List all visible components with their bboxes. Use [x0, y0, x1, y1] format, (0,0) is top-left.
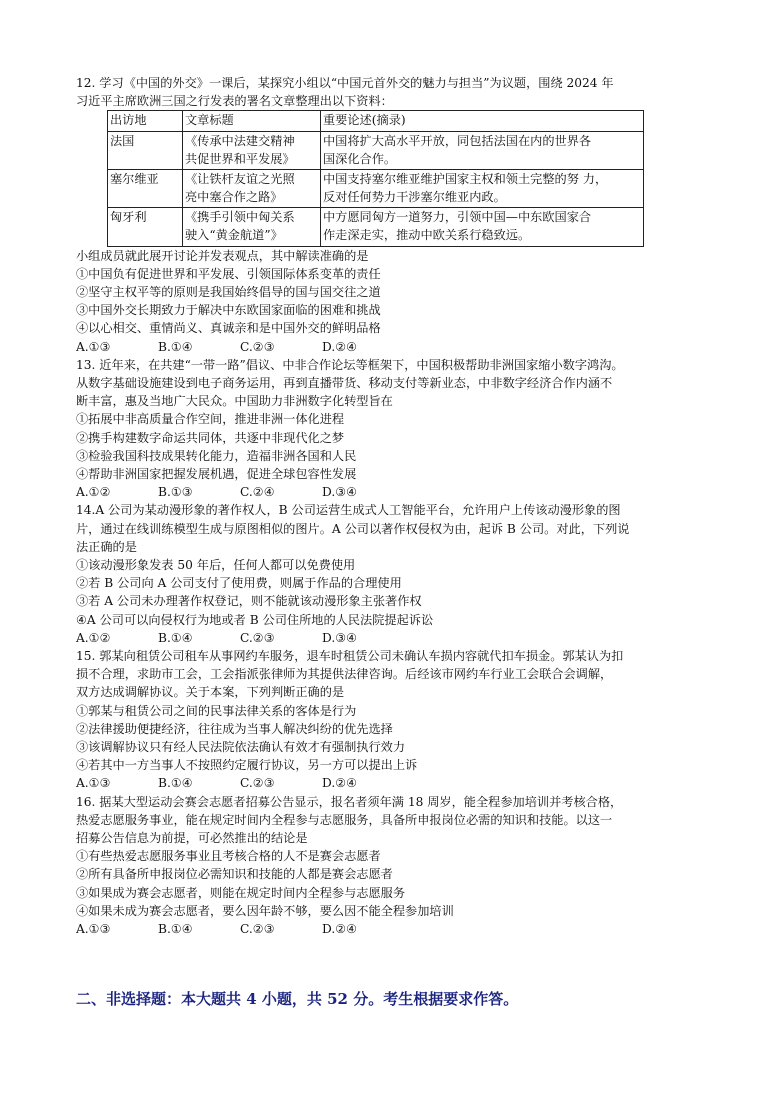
q16-option-1: ①有些热爱志愿服务事业且考核合格的人不是赛会志愿者 — [76, 849, 381, 864]
question-13 — [76, 356, 706, 502]
table-header-row — [108, 111, 644, 132]
table-cell-points — [321, 170, 644, 208]
choice-b: B.①④ — [158, 776, 193, 791]
points-line: 作走深走实，推动中欧关系行稳致远。 — [323, 227, 531, 242]
table-header-title: 文章标题 — [183, 111, 321, 132]
choice-a: A.①③ — [76, 922, 111, 937]
q16-stem-line-2: 热爱志愿服务事业，能在规定时间内全程参与志愿服务，具备所申报岗位必需的知识和技能。以这一 — [76, 812, 613, 827]
question-15 — [76, 647, 706, 793]
q14-option-4: ④A 公司可以向侵权行为地或者 B 公司住所地的人民法院提起诉讼 — [76, 612, 434, 627]
table-header-points: 重要论述(摘录) — [321, 111, 644, 132]
table-cell-points — [321, 208, 644, 246]
table-row — [108, 170, 644, 208]
points-line: 中国将扩大高水平开放，同包括法国在内的世界各 — [323, 134, 592, 148]
table-header-place: 出访地 — [108, 111, 183, 132]
points-line: 中方愿同匈方一道努力，引领中国—中东欧国家合 — [323, 210, 592, 225]
exam-page — [76, 74, 706, 938]
q12-option-4: ④以心相交、重情尚义、真诚亲和是中国外交的鲜明品格 — [76, 321, 381, 336]
points-line: 中国支持塞尔维亚维护国家主权和领土完整的努 力， — [323, 172, 608, 187]
q13-choices — [76, 483, 706, 501]
choice-a: A.①② — [76, 485, 111, 500]
q16-option-2: ②所有具备所申报岗位必需知识和技能的人都是赛会志愿者 — [76, 867, 393, 882]
choice-c: C.②③ — [240, 922, 275, 937]
choice-b: B.①④ — [158, 922, 193, 937]
points-line: 国深化合作。 — [323, 151, 397, 166]
title-line: 驶入“黄金航道”》 — [185, 227, 283, 242]
choice-c: C.②③ — [240, 630, 275, 645]
q13-option-2: ②携手构建数字命运共同体，共逐中非现代化之梦 — [76, 430, 345, 445]
q12-option-3: ③中国外交长期致力于解决中东欧国家面临的困难和挑战 — [76, 303, 381, 318]
q15-option-4: ④若其中一方当事人不按照约定履行协议，另一方可以提出上诉 — [76, 758, 418, 773]
choice-d: D.②④ — [322, 776, 358, 791]
table-cell-place: 塞尔维亚 — [108, 170, 183, 208]
table-row — [108, 208, 644, 246]
q12-ask: 小组成员就此展开讨论并发表观点，其中解读准确的是 — [76, 248, 369, 263]
points-line: 反对任何势力干涉塞尔维亚内政。 — [323, 189, 506, 204]
q16-option-3: ③如果成为赛会志愿者，则能在规定时间内全程参与志愿服务 — [76, 885, 406, 900]
q15-stem-line-1: 15. 郭某向租赁公司租车从事网约车服务，退车时租赁公司未确认车损内容就代扣车损金。郭某认为扣 — [76, 649, 624, 664]
q16-stem-line-3: 招募公告信息为前提，可必然推出的结论是 — [76, 831, 308, 846]
choice-d: D.②④ — [322, 339, 358, 354]
table-cell-place: 匈牙利 — [108, 208, 183, 246]
q12-stem-line-1: 12. 学习《中国的外交》一课后，某探究小组以“中国元首外交的魅力与担当”为议题，围绕 2024 年 — [76, 76, 614, 90]
q15-option-3: ③该调解协议只有经人民法院依法确认有效才有强制执行效力 — [76, 740, 406, 755]
choice-c: C.②③ — [240, 776, 275, 791]
choice-a: A.①② — [76, 630, 111, 645]
q14-option-2: ②若 B 公司向 A 公司支付了使用费，则属于作品的合理使用 — [76, 576, 402, 591]
q12-choices — [76, 338, 706, 356]
q14-option-3: ③若 A 公司未办理著作权登记，则不能就该动漫形象主张著作权 — [76, 594, 422, 609]
choice-a: A.①③ — [76, 776, 111, 791]
q12-stem-line-2: 习近平主席欧洲三国之行发表的署名文章整理出以下资料： — [76, 94, 393, 109]
q12-option-2: ②坚守主权平等的原则是我国始终倡导的国与国交往之道 — [76, 284, 381, 299]
q14-stem-line-3: 法正确的是 — [76, 539, 137, 554]
choice-a: A.①③ — [76, 339, 111, 354]
q16-choices — [76, 920, 706, 938]
q13-option-3: ③检验我国科技成果转化能力，造福非洲各国和人民 — [76, 448, 357, 463]
title-line: 《让铁杆友谊之光照 — [185, 172, 295, 187]
q16-stem-line-1: 16. 据某大型运动会赛会志愿者招募公告显示，报名者须年满 18 周岁，能全程参加培训并考核合格， — [76, 794, 623, 809]
choice-b: B.①④ — [158, 339, 193, 354]
q14-stem-line-2: 片，通过在线训练模型生成与原图相似的图片。A 公司以著作权侵权为由，起诉 B 公司。对此，下列说 — [76, 521, 630, 536]
q13-stem-line-1: 13. 近年来，在共建“一带一路”倡议、中非合作论坛等框架下，中国积极帮助非洲国家缩小数字鸿沟。 — [76, 357, 624, 372]
choice-b: B.①③ — [158, 485, 193, 500]
q13-stem-line-3: 断丰富，惠及当地广大民众。中国助力非洲数字化转型旨在 — [76, 394, 393, 409]
table-cell-title — [183, 208, 321, 246]
q12-source-table — [107, 110, 644, 246]
table-cell-place: 法国 — [108, 132, 183, 170]
choice-d: D.②④ — [322, 922, 358, 937]
q15-stem-line-2: 损不合理，求助市工会，工会指派张律师为其提供法律咨询。后经该市网约车行业工会联合会调解， — [76, 667, 613, 682]
q14-choices — [76, 629, 706, 647]
q15-choices — [76, 774, 706, 792]
question-14 — [76, 501, 706, 647]
question-12 — [76, 74, 706, 356]
choice-d: D.③④ — [322, 485, 358, 500]
q13-stem-line-2: 从数字基础设施建设到电子商务运用，再到直播带货、移动支付等新业态，中非数字经济合作内涵不 — [76, 375, 613, 390]
q13-option-1: ①拓展中非高质量合作空间，推进非洲一体化进程 — [76, 412, 345, 427]
choice-d: D.③④ — [322, 630, 358, 645]
q16-option-4: ④如果未成为赛会志愿者，要么因年龄不够，要么因不能全程参加培训 — [76, 903, 454, 918]
q15-option-1: ①郭某与租赁公司之间的民事法律关系的客体是行为 — [76, 703, 357, 718]
q15-stem-line-3: 双方达成调解协议。关于本案，下列判断正确的是 — [76, 685, 345, 700]
choice-b: B.①④ — [158, 630, 193, 645]
title-line: 共促世界和平发展》 — [185, 151, 295, 166]
table-cell-title — [183, 170, 321, 208]
title-line: 《传承中法建交精神 — [185, 134, 295, 148]
table-cell-points — [321, 132, 644, 170]
section-heading-non-choice: 二、非选择题：本大题共 4 小题，共 52 分。考生根据要求作答。 — [76, 990, 519, 1008]
q14-option-1: ①该动漫形象发表 50 年后，任何人都可以免费使用 — [76, 558, 356, 573]
q14-stem-line-1: 14.A 公司为某动漫形象的著作权人，B 公司运营生成式人工智能平台，允许用户上传该动漫形象的图 — [76, 503, 621, 518]
q15-option-2: ②法律援助便捷经济，往往成为当事人解决纠纷的优先选择 — [76, 721, 393, 736]
title-line: 亮中塞合作之路》 — [185, 189, 283, 204]
choice-c: C.②④ — [240, 485, 275, 500]
title-line: 《携手引领中匈关系 — [185, 210, 295, 225]
question-16 — [76, 793, 706, 939]
table-cell-title — [183, 132, 321, 170]
q13-option-4: ④帮助非洲国家把握发展机遇，促进全球包容性发展 — [76, 467, 357, 481]
choice-c: C.②③ — [240, 339, 275, 354]
q12-option-1: ①中国负有促进世界和平发展、引领国际体系变革的责任 — [76, 266, 381, 281]
table-row — [108, 132, 644, 170]
